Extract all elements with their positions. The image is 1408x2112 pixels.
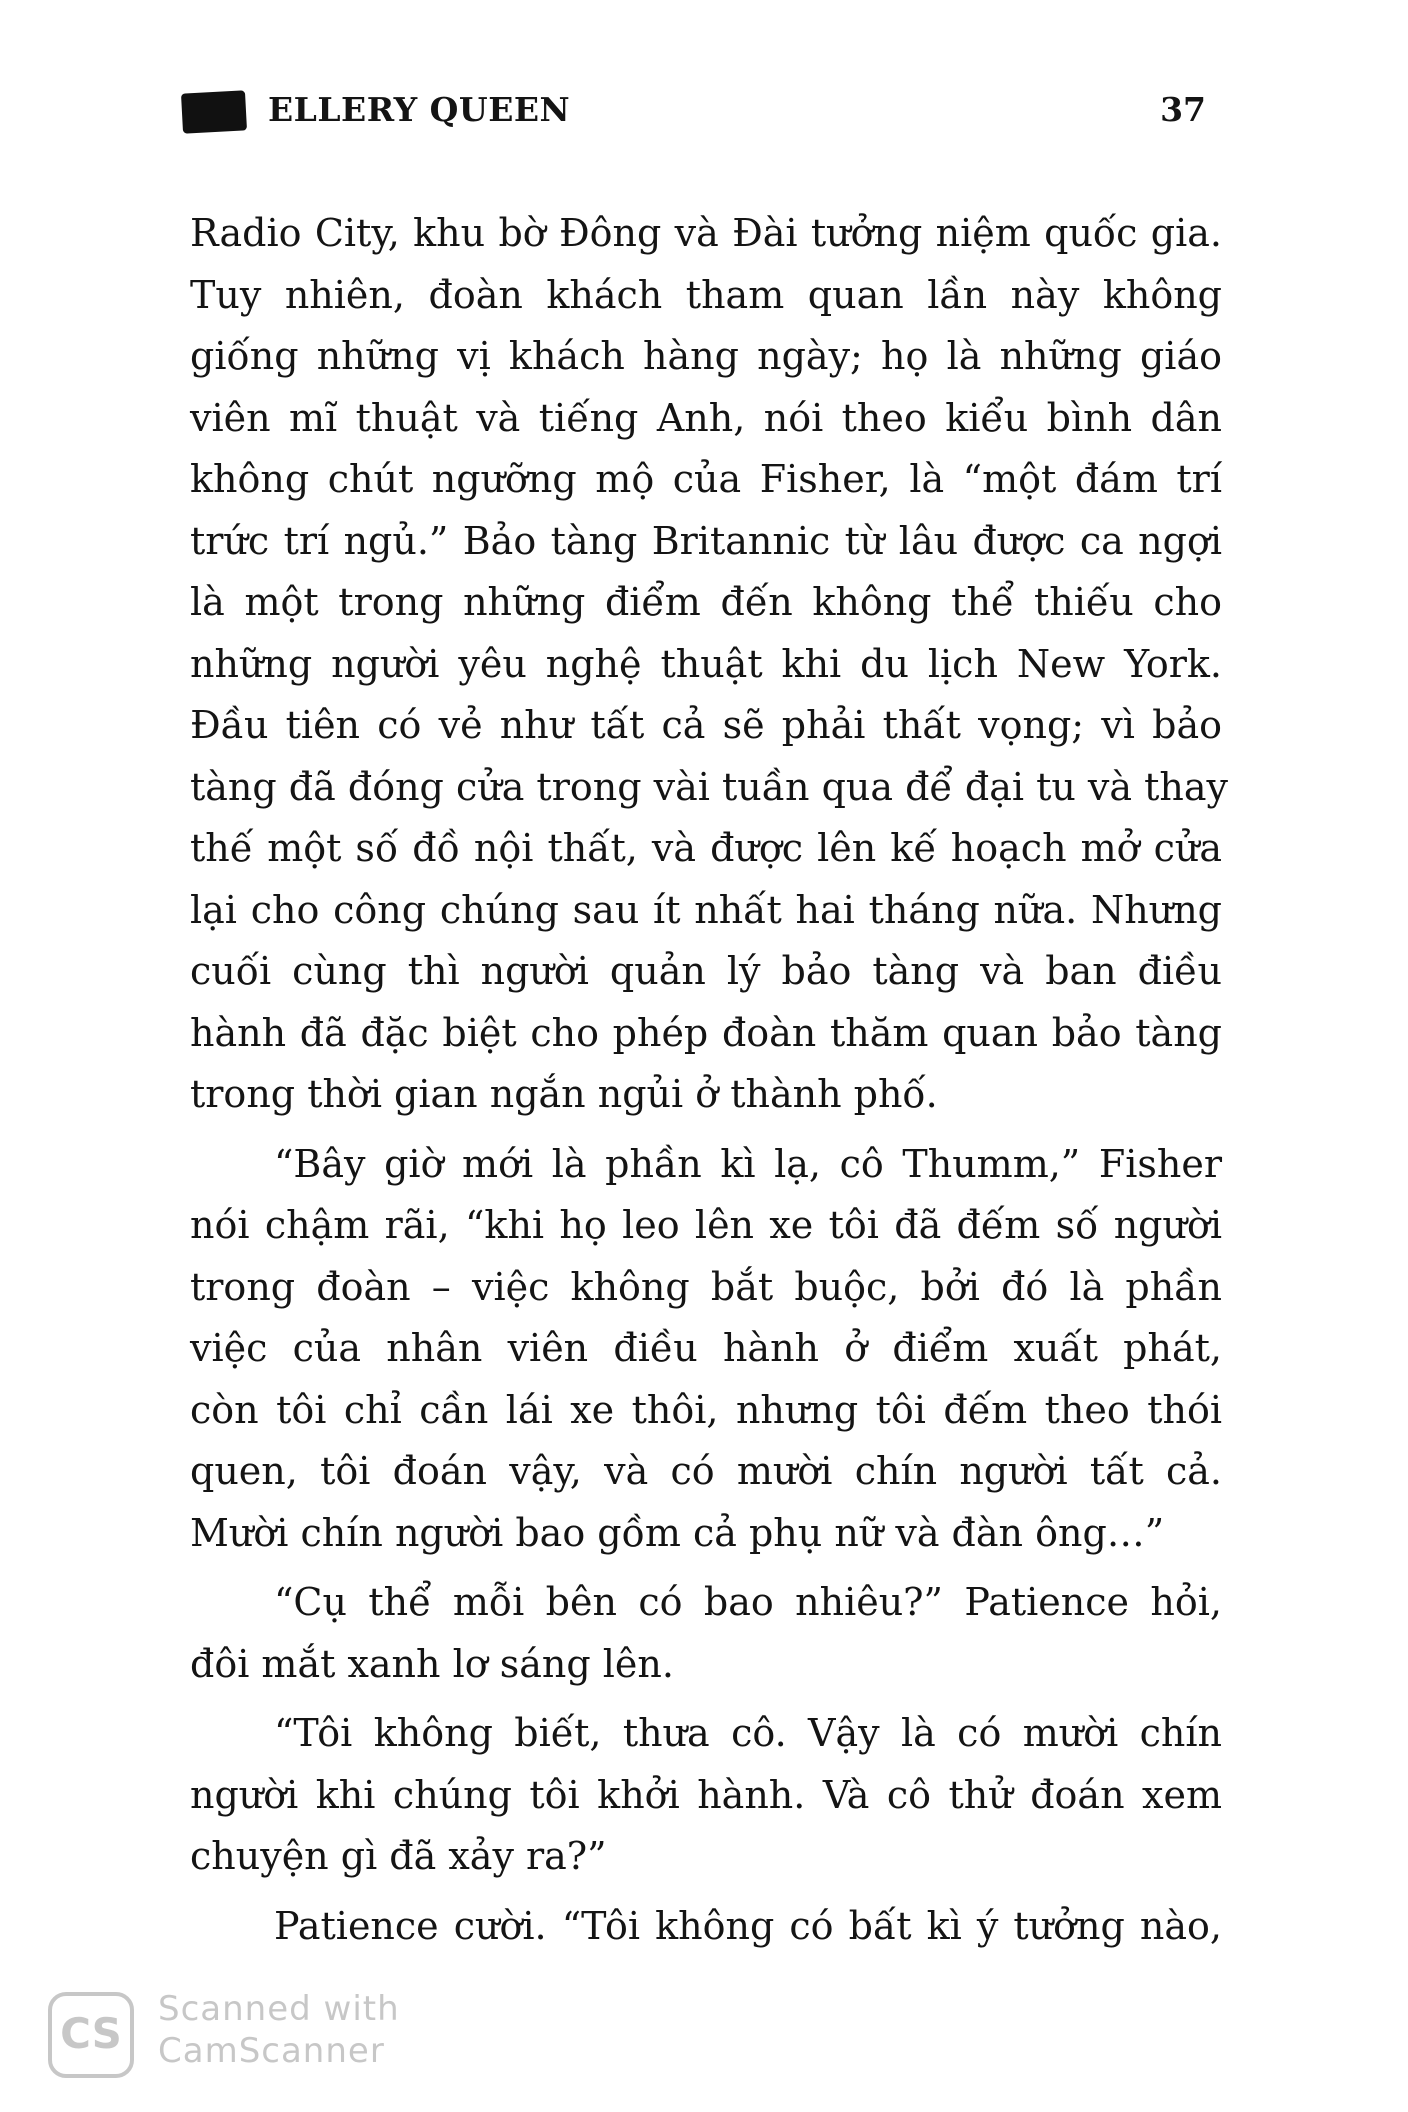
text-line: người khi chúng tôi khởi hành. Và cô thử đoán xem [190, 1772, 1222, 1817]
text-line: “Bây giờ mới là phần kì lạ, cô Thumm,” Fisher [274, 1141, 1222, 1186]
text-line: còn tôi chỉ cần lái xe thôi, nhưng tôi đếm theo thói [190, 1387, 1222, 1432]
text-line: thế một số đồ nội thất, và được lên kế hoạch mở cửa [190, 826, 1222, 870]
text-line: đôi mắt xanh lơ sáng lên. [190, 1641, 674, 1686]
text-line: quen, tôi đoán vậy, và có mười chín người tất cả. [190, 1449, 1222, 1493]
text-line: giống những vị khách hàng ngày; họ là những giáo [190, 334, 1222, 378]
camscanner-watermark [48, 1988, 428, 2078]
text-line: trong thời gian ngắn ngủi ở thành phố. [190, 1072, 938, 1116]
text-line: Mười chín người bao gồm cả phụ nữ và đàn ông…” [190, 1510, 1165, 1555]
camscanner-logo-icon: CS [48, 1992, 134, 2078]
paragraph-gap [190, 1564, 1222, 1572]
paragraph-gap [190, 1888, 1222, 1896]
text-line: trong đoàn – việc không bắt buộc, bởi đó là phần [190, 1264, 1222, 1309]
text-line: Đầu tiên có vẻ như tất cả sẽ phải thất vọng; vì bảo [190, 703, 1222, 747]
text-line: hành đã đặc biệt cho phép đoàn thăm quan bảo tàng [190, 1010, 1222, 1055]
text-line: chuyện gì đã xảy ra?” [190, 1834, 607, 1878]
paragraph-gap [190, 1695, 1222, 1703]
text-line: Radio City, khu bờ Đông và Đài tưởng niệm quốc gia. [190, 211, 1222, 255]
page-number: 37 [1160, 90, 1206, 129]
text-line: trức trí ngủ.” Bảo tàng Britannic từ lâu được ca ngợi [190, 518, 1222, 563]
watermark-line-1: Scanned with [158, 1989, 400, 2029]
text-line: viên mĩ thuật và tiếng Anh, nói theo kiểu bình dân [190, 395, 1222, 440]
text-line: Patience cười. “Tôi không có bất kì ý tưởng nào, [274, 1903, 1222, 1948]
text-line: Tuy nhiên, đoàn khách tham quan lần này không [190, 272, 1222, 317]
text-line: những người yêu nghệ thuật khi du lịch New York. [190, 641, 1222, 686]
header-black-mark [181, 90, 247, 133]
text-line: nói chậm rãi, “khi họ leo lên xe tôi đã đếm số người [190, 1203, 1222, 1247]
text-line: “Cụ thể mỗi bên có bao nhiêu?” Patience hỏi, [274, 1580, 1222, 1624]
text-line: “Tôi không biết, thưa cô. Vậy là có mười chín [274, 1711, 1222, 1755]
text-line: việc của nhân viên điều hành ở điểm xuất phát, [190, 1326, 1222, 1370]
body-text [190, 203, 1228, 1957]
running-head: ELLERY QUEEN [268, 90, 571, 129]
text-line: cuối cùng thì người quản lý bảo tàng và ban điều [190, 949, 1222, 993]
watermark-line-2: CamScanner [158, 2031, 385, 2071]
page-header [182, 84, 1222, 144]
text-line: lại cho công chúng sau ít nhất hai tháng nữa. Nhưng [190, 887, 1222, 932]
text-line: không chút ngưỡng mộ của Fisher, là “một đám trí [190, 457, 1222, 501]
paragraph-gap [190, 1126, 1222, 1134]
text-line: tàng đã đóng cửa trong vài tuần qua để đại tu và thay [190, 764, 1228, 809]
watermark-text [158, 1988, 400, 2072]
text-line: là một trong những điểm đến không thể thiếu cho [190, 580, 1222, 624]
